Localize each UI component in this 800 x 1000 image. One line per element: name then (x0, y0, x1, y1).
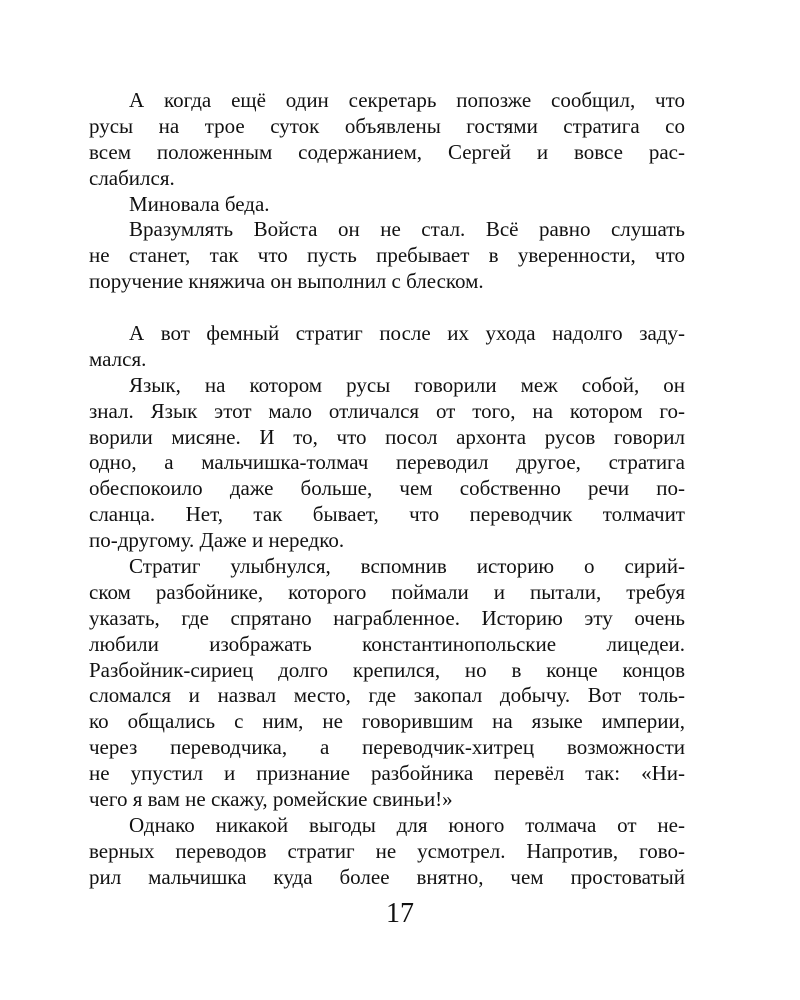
text-line: по-другому. Даже и нередко. (89, 528, 345, 553)
text-line: через переводчика, а переводчик-хитрец возможности (89, 735, 685, 760)
text-line: не станет, так что пусть пребывает в уверенности, что (89, 243, 685, 268)
text-line: русы на трое суток объявлены гостями стратига со (89, 113, 685, 138)
text-line: верных переводов стратиг не усмотрел. Напротив, гово- (89, 838, 685, 863)
text-line: слабился. (89, 165, 175, 190)
text-line: не упустил и признание разбойника перевёл так: «Ни- (89, 761, 685, 786)
text-line: сломался и назвал место, где закопал добычу. Вот толь- (89, 683, 685, 708)
section-break (89, 295, 685, 321)
text-line: ко общались с ним, не говорившим на языке империи, (89, 709, 685, 734)
text-line: обеспокоило даже больше, чем собственно речи по- (89, 476, 685, 501)
text-line: сланца. Нет, так бывает, что переводчик толмачит (89, 502, 685, 527)
text-line: Язык, на котором русы говорили меж собой, он (129, 372, 685, 397)
text-line: любили изображать константинопольские лицедеи. (89, 631, 685, 656)
text-line: А вот фемный стратиг после их ухода надолго заду- (129, 321, 685, 346)
text-line: рил мальчишка куда более внятно, чем простоватый (89, 864, 685, 889)
text-line: Миновала беда. (129, 191, 270, 216)
text-line: А когда ещё один секретарь попозже сообщил, что (129, 88, 685, 112)
text-line: указать, где спрятано награбленное. Историю эту очень (89, 605, 685, 630)
text-line: Однако никакой выгоды для юного толмача от не- (129, 812, 685, 837)
text-line: всем положенным содержанием, Сергей и вовсе рас- (89, 139, 685, 164)
text-line: одно, а мальчишка-толмач переводил другое, стратига (89, 450, 685, 475)
text-line: чего я вам не скажу, ромейские свиньи!» (89, 787, 453, 812)
text-line: ворили мисяне. И то, что посол архонта русов говорил (89, 424, 685, 449)
text-line: знал. Язык этот мало отличался от того, на котором го- (89, 398, 685, 423)
text-line: Вразумлять Войста он не стал. Всё равно слушать (129, 217, 685, 242)
text-line: ском разбойнике, которого поймали и пытали, требуя (89, 579, 685, 604)
text-line: мался. (89, 346, 147, 371)
body-text (89, 88, 685, 891)
text-line: Стратиг улыбнулся, вспомнив историю о сирий- (129, 554, 685, 579)
text-line: Разбойник-сириец долго крепился, но в конце концов (89, 657, 685, 682)
text-line: поручение княжича он выполнил с блеском. (89, 269, 484, 294)
page-number: 17 (386, 898, 414, 929)
